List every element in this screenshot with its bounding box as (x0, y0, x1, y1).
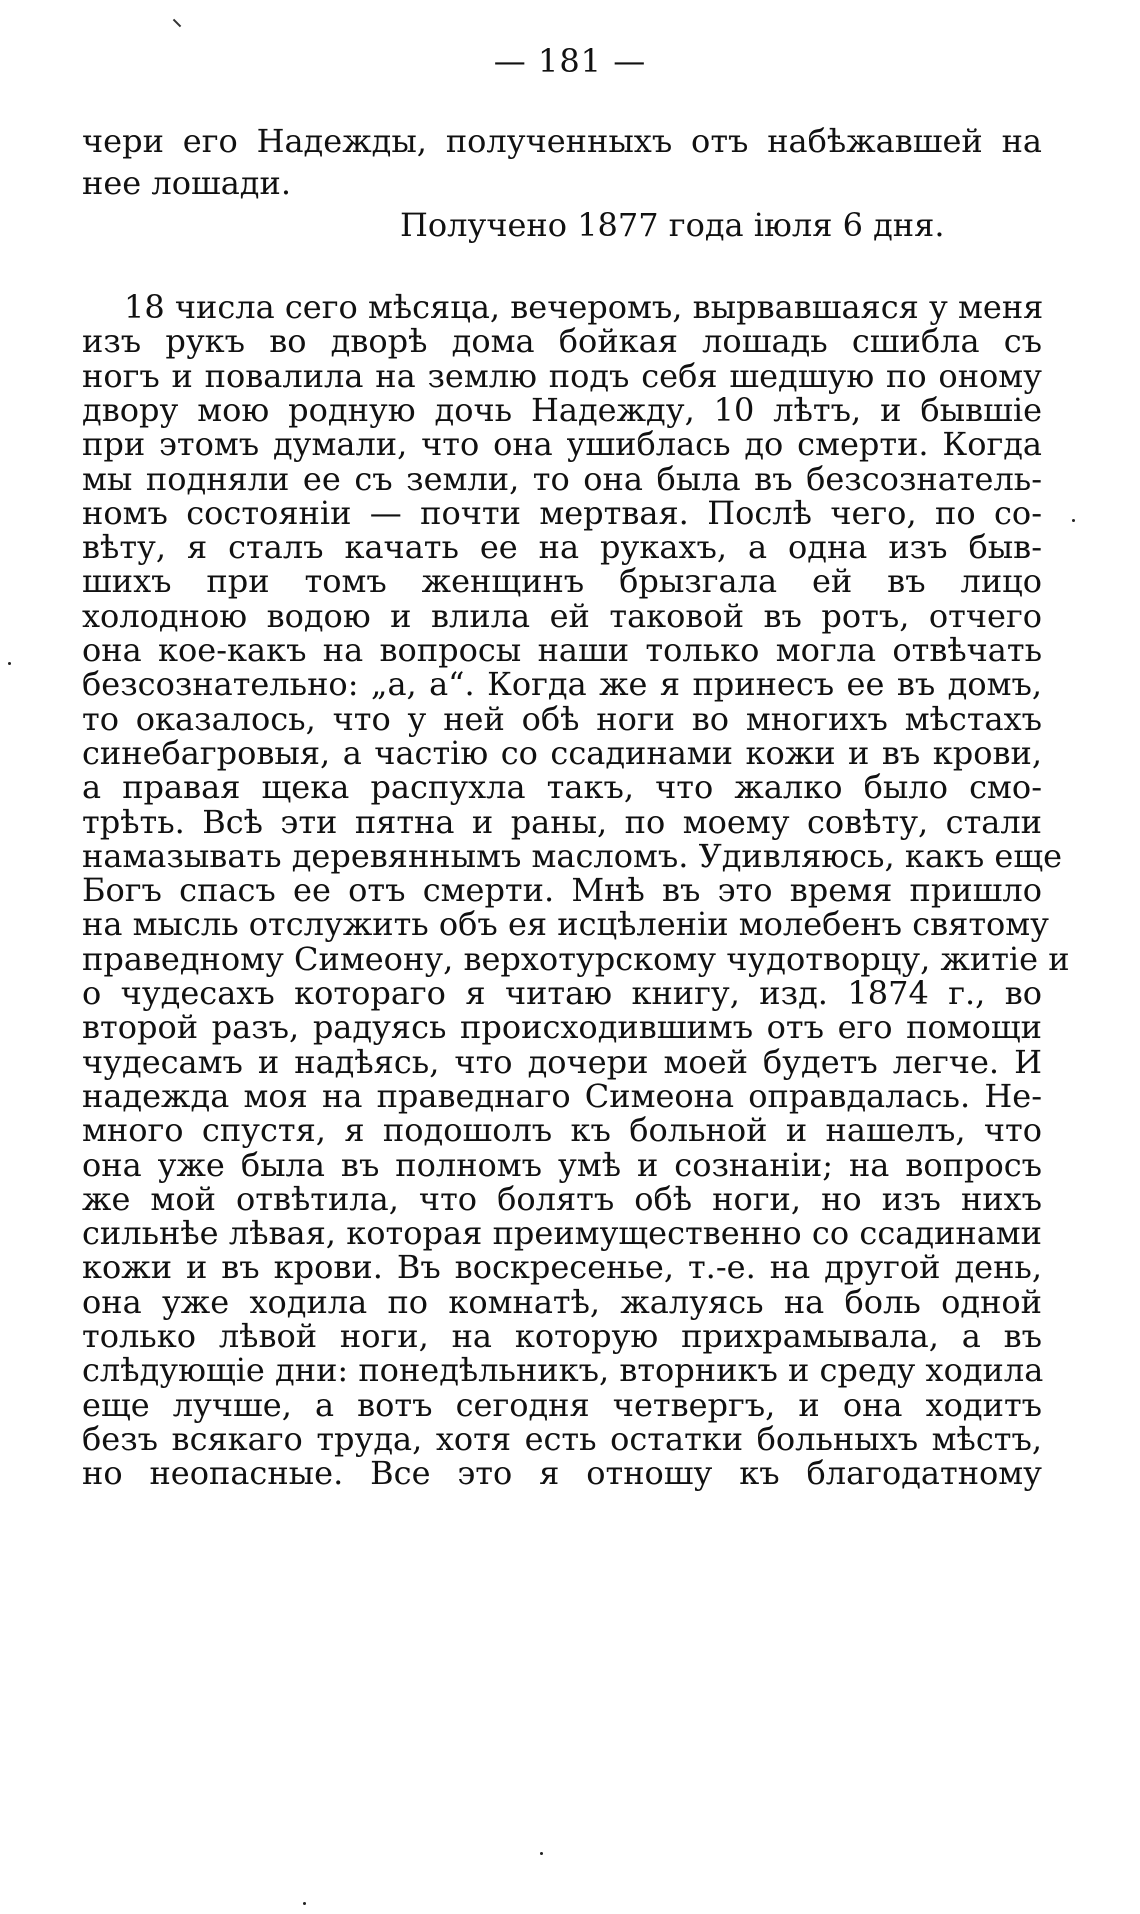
text-line: мы подняли ее съ земли, то она была въ безсознатель- (82, 460, 1042, 498)
text-line: чудесамъ и надѣясь, что дочери моей будетъ легче. И (82, 1043, 1042, 1081)
text-line: чери его Надежды, полученныхъ отъ набѣжавшей на (82, 122, 1042, 160)
text-line: ногъ и повалила на землю подъ себя шедшую по оному (82, 357, 1042, 395)
text-line: только лѣвой ноги, на которую прихрамывала, а въ (82, 1317, 1042, 1355)
speck (1072, 519, 1075, 522)
text-line: сильнѣе лѣвая, которая преимущественно со ссадинами (82, 1214, 1042, 1252)
text-line: изъ рукъ во дворѣ дома бойкая лошадь сшибла съ (82, 322, 1042, 360)
text-line: а правая щека распухла такъ, что жалко было смо- (82, 768, 1042, 806)
text-line: вѣту, я сталъ качать ее на рукахъ, а одна изъ быв- (82, 528, 1042, 566)
text-line: при этомъ думали, что она ушиблась до смерти. Когда (82, 425, 1042, 463)
text-line: много спустя, я подошолъ къ больной и нашелъ, что (82, 1111, 1042, 1149)
text-line: праведному Симеону, верхотурскому чудотворцу, житіе и (82, 940, 1070, 978)
page-number: — 181 — (493, 42, 647, 80)
text-line: двору мою родную дочь Надежду, 10 лѣтъ, и бывшіе (82, 391, 1042, 429)
text-line: 18 числа сего мѣсяца, вечеромъ, вырвавшаяся у меня (124, 288, 1044, 326)
text-line: она уже ходила по комнатѣ, жалуясь на боль одной (82, 1283, 1042, 1321)
text-line: слѣдующіе дни: понедѣльникъ, вторникъ и среду ходила (82, 1351, 1044, 1389)
print-mark (173, 19, 181, 27)
text-line: то оказалось, что у ней обѣ ноги во многихъ мѣстахъ (82, 700, 1042, 738)
text-line: безсознательно: „а, а“. Когда же я принесъ ее въ домъ, (82, 665, 1042, 703)
text-line: намазывать деревяннымъ масломъ. Удивляюсь, какъ еще (82, 837, 1063, 875)
received-date-line: Получено 1877 года іюля 6 дня. (400, 206, 945, 244)
text-line: о чудесахъ котораго я читаю книгу, изд. 1874 г., во (82, 974, 1042, 1012)
text-line: нее лошади. (82, 164, 291, 202)
text-line: трѣть. Всѣ эти пятна и раны, по моему совѣту, стали (82, 803, 1042, 841)
speck (303, 1902, 306, 1905)
text-line: синебагровыя, а частію со ссадинами кожи и въ крови, (82, 734, 1042, 772)
speck (540, 1852, 543, 1855)
text-line: еще лучше, а вотъ сегодня четвергъ, и она ходитъ (82, 1386, 1042, 1424)
text-line: но неопасные. Все это я отношу къ благодатному (82, 1454, 1042, 1492)
text-line: Богъ спасъ ее отъ смерти. Мнѣ въ это время пришло (82, 871, 1042, 909)
text-line: она кое-какъ на вопросы наши только могла отвѣчать (82, 631, 1042, 669)
text-line: безъ всякаго труда, хотя есть остатки больныхъ мѣстъ, (82, 1420, 1042, 1458)
speck (8, 662, 11, 665)
text-line: номъ состояніи — почти мертвая. Послѣ чего, по со- (82, 494, 1042, 532)
text-line: она уже была въ полномъ умѣ и сознаніи; на вопросъ (82, 1146, 1042, 1184)
text-line: шихъ при томъ женщинъ брызгала ей въ лицо (82, 562, 1042, 600)
text-line: надежда моя на праведнаго Симеона оправдалась. Не- (82, 1077, 1042, 1115)
text-line: на мысль отслужить объ ея исцѣленіи молебенъ святому (82, 905, 1049, 943)
text-line: второй разъ, радуясь происходившимъ отъ его помощи (82, 1008, 1042, 1046)
text-line: же мой отвѣтила, что болятъ обѣ ноги, но изъ нихъ (82, 1180, 1042, 1218)
text-line: холодною водою и влила ей таковой въ ротъ, отчего (82, 597, 1042, 635)
text-line: кожи и въ крови. Въ воскресенье, т.-е. на другой день, (82, 1248, 1042, 1286)
